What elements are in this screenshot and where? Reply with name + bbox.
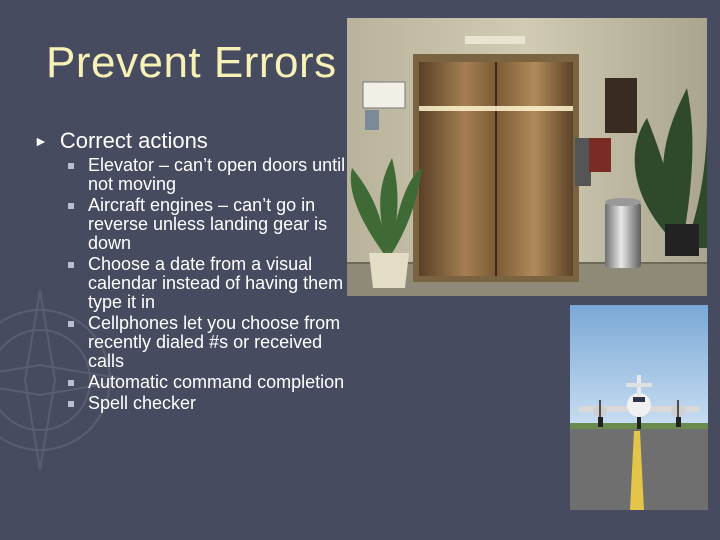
sub-bullet-list <box>64 156 354 415</box>
level1-bullet-item <box>34 128 208 154</box>
square-bullet-icon <box>68 321 74 327</box>
square-bullet-icon <box>68 163 74 169</box>
slide-title: Prevent Errors <box>46 38 337 87</box>
bullet-text: Elevator – can’t open doors until not moving <box>88 155 346 194</box>
list-item <box>64 314 354 371</box>
list-item <box>64 394 354 413</box>
bullet-text: Automatic command completion <box>88 372 345 392</box>
bullet-text: Spell checker <box>88 393 197 413</box>
bullet-text: Aircraft engines – can’t go in reverse unless landing gear is down <box>88 195 328 253</box>
square-bullet-icon <box>68 262 74 268</box>
level1-text: Correct actions <box>59 128 208 153</box>
square-bullet-icon <box>68 401 74 407</box>
bullet-text: Choose a date from a visual calendar instead of having them type it in <box>88 254 344 312</box>
list-item <box>64 255 354 312</box>
list-item <box>64 156 354 194</box>
square-bullet-icon <box>68 203 74 209</box>
elevator-photo <box>347 18 707 296</box>
list-item <box>64 373 354 392</box>
triangle-right-icon: ► <box>34 133 48 149</box>
square-bullet-icon <box>68 380 74 386</box>
list-item <box>64 196 354 253</box>
airplane-photo <box>570 305 708 510</box>
bullet-text: Cellphones let you choose from recently dialed #s or received calls <box>88 313 341 371</box>
